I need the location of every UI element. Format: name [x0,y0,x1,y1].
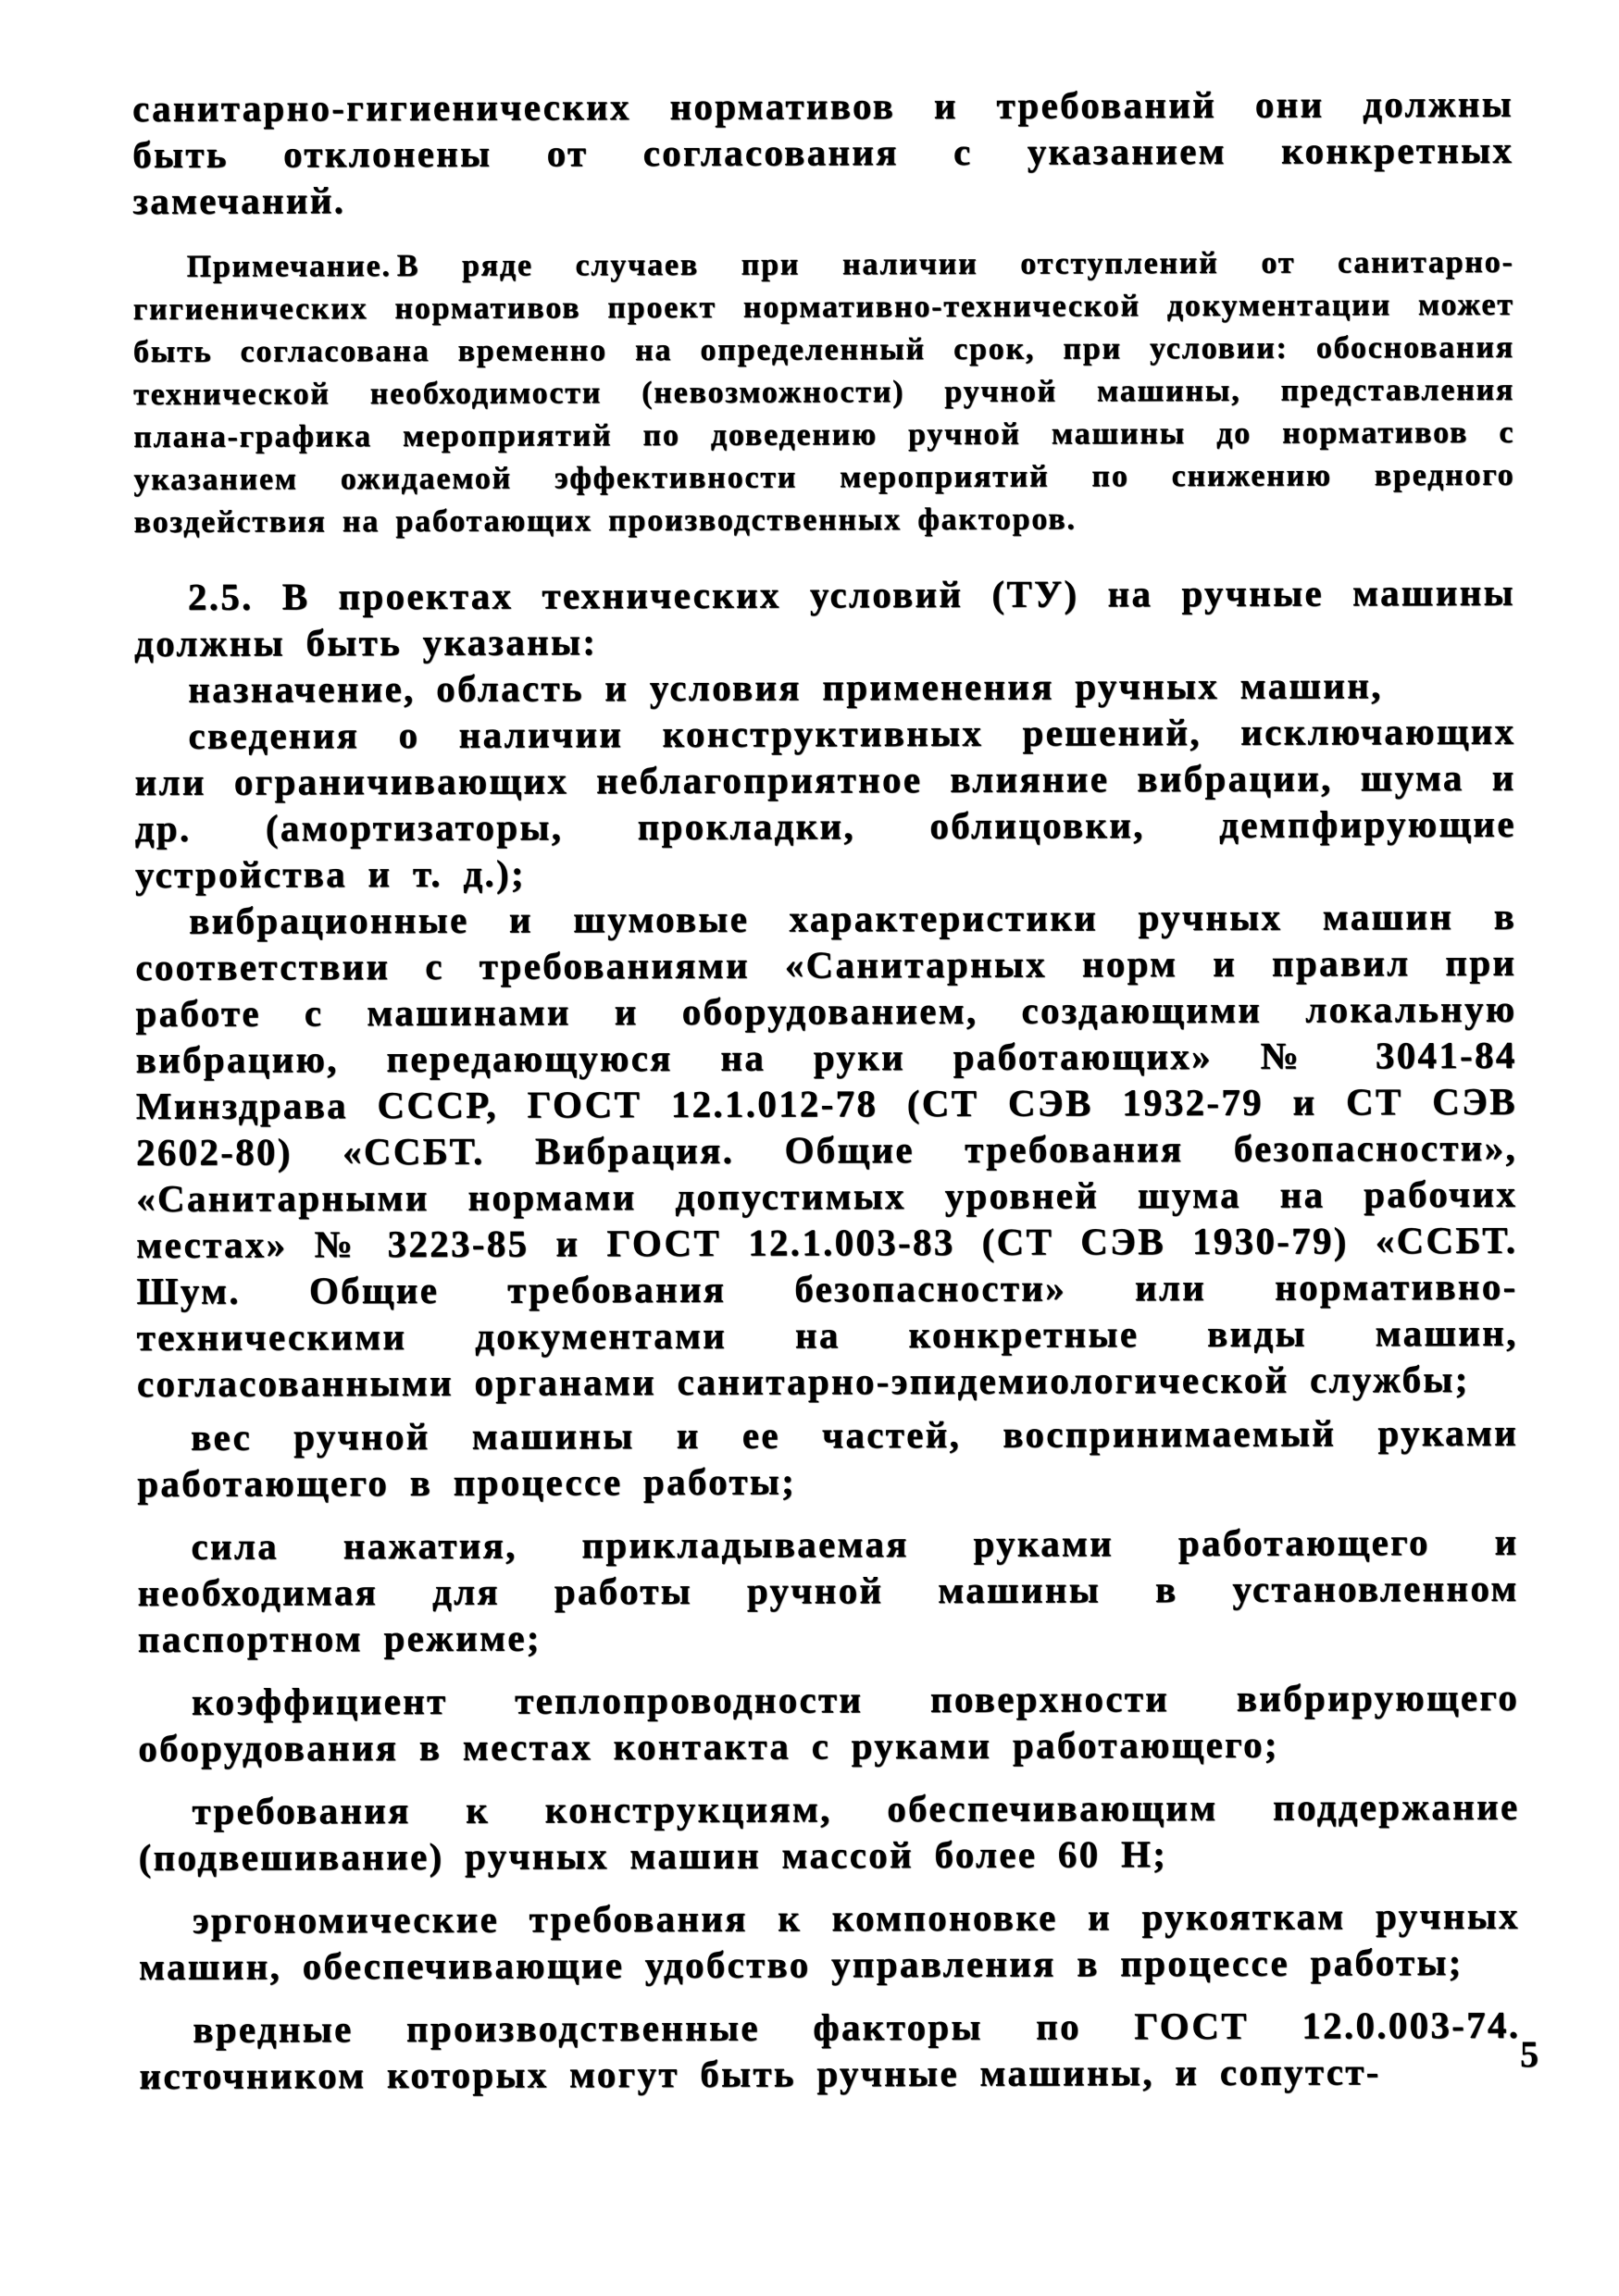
list-item-paragraph: вибрационные и шумовые характеристики ручных машин в соответствии с требованиями «Санитарных норм и правил при работе с машинами и оборудованием, создающими локальную вибрацию, передающуюся на руки работающих» № 3041-84 Минздрава СССР, ГОСТ 12.1.012-78 (СТ СЭВ 1932-79 и СТ СЭВ 2602-80) «ССБТ. Вибрация. Общие требования безопасности», «Санитарными нормами допустимых уровней шума на рабочих местах» № 3223-85 и ГОСТ 12.1.003-83 (СТ СЭВ 1930-79) «ССБТ. Шум. Общие требования безопасности» или нормативно-техническими документами на конкретные виды машин, согласованными органами санитарно-эпидемиологической службы; [135,894,1518,1405]
list-item-paragraph: требования к конструкциям, обеспечивающим поддержание (подвешивание) ручных машин массой более 60 Н; [138,1784,1520,1879]
list-item-paragraph: коэффициент теплопроводности поверхности вибрирующего оборудования в местах контакта с руками работающего; [138,1675,1520,1769]
list-item-paragraph: сведения о наличии конструктивных решений, исключающих или ограничивающих неблагоприятное влияние вибрации, шума и др. (амортизаторы, прокладки, облицовки, демпфирующие устройства и т. д.); [134,709,1516,896]
list-item-paragraph: эргономические требования к компоновке и рукояткам ручных машин, обеспечивающие удобство управления в процессе работы; [139,1893,1520,1988]
note-paragraph [133,242,1515,544]
intro-paragraph: санитарно-гигиенических нормативов и требований они должны быть отклонены от согласования с указанием конкретных замечаний. [132,81,1514,222]
note-label: Примечание. [186,249,392,284]
note-text: В ряде случаев при наличии отступлений от санитарно-гигиенических нормативов проект нормативно-технической документации может быть согласована временно на определенный срок, при условии: обоснования технической необходимости (невозможности) ручной машины, представления плана-графика мероприятий по доведению ручной машины до нормативов с указанием ожидаемой эффективности мероприятий по снижению вредного воздействия на работающих производственных факторов. [132,244,1515,540]
text-block [132,81,1521,2099]
list-item-paragraph: назначение, область и условия применения ручных машин, [188,664,1383,711]
section-2-5-paragraph: 2.5. В проектах технических условий (ТУ) на ручные машины должны быть указаны: [134,570,1516,664]
page-number: 5 [1520,2033,1539,2075]
list-item-paragraph: вредные производственные факторы по ГОСТ 12.0.003-74. источником которых могут быть ручные машины, и сопутст- [139,2003,1521,2097]
list-item-paragraph: сила нажатия, прикладываемая руками работающего и необходимая для работы ручной машины в установленном паспортном режиме; [137,1520,1519,1660]
list-item-paragraph: вес ручной машины и ее частей, воспринимаемый руками работающего в процессе работы; [137,1410,1519,1505]
